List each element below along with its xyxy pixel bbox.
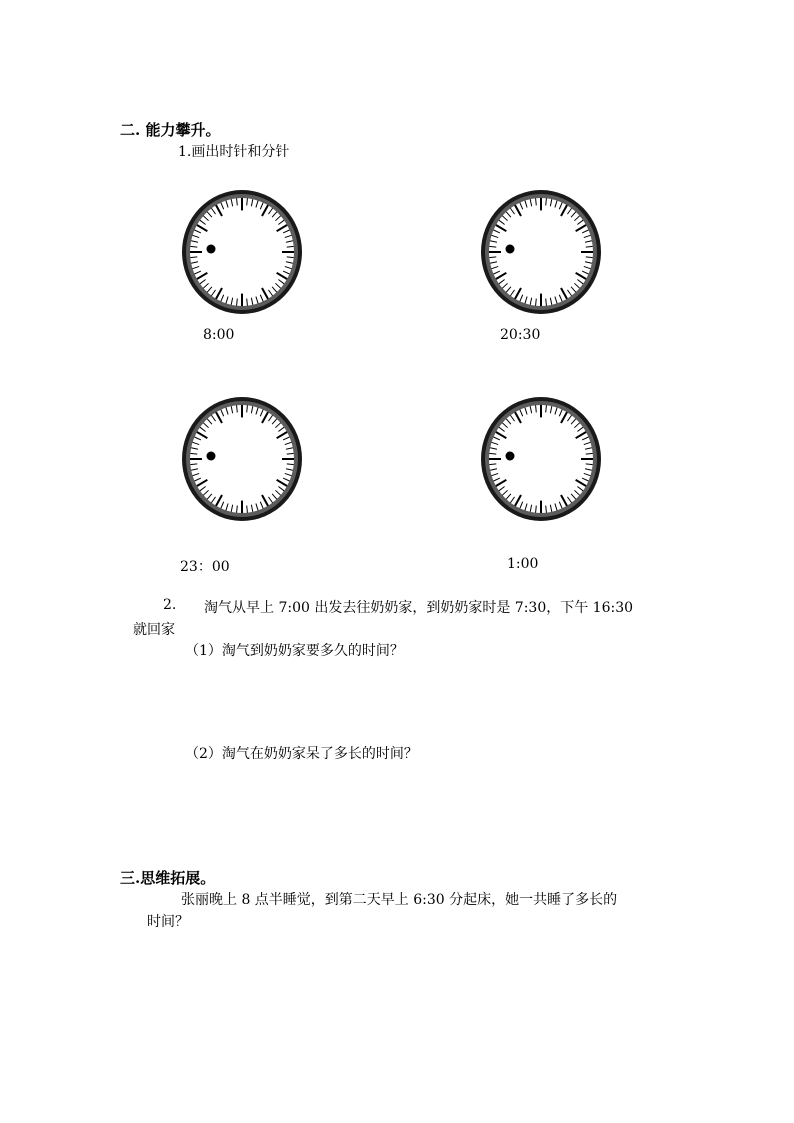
- question-2-number: 2.: [163, 597, 177, 613]
- section-3-text-line1: 张丽晚上 8 点半睡觉，到第二天早上 6:30 分起床，她一共睡了多长的: [181, 892, 618, 908]
- clock-face-4[interactable]: [479, 395, 603, 523]
- clock-2-time: 20:30: [500, 327, 541, 343]
- clock-face-1[interactable]: [180, 188, 304, 316]
- clock-4-time: 1:00: [507, 556, 539, 572]
- question-2-text-line2: 就回家: [133, 622, 175, 638]
- clock-face-3[interactable]: [180, 395, 304, 523]
- question-2-sub-2: （2）淘气在奶奶家呆了多长的时间？: [185, 746, 418, 762]
- blank-clock-icon: [479, 395, 603, 523]
- section-3-title: 三.思维拓展。: [120, 869, 216, 887]
- blank-clock-icon: [180, 395, 304, 523]
- clock-1-time: 8:00: [203, 327, 235, 343]
- question-2-text-line1: 淘气从早上 7:00 出发去往奶奶家，到奶奶家时是 7:30，下午 16:30: [204, 600, 634, 616]
- section-2-title: 二. 能力攀升。: [120, 121, 221, 139]
- question-2-sub-1: （1）淘气到奶奶家要多久的时间？: [185, 643, 404, 659]
- blank-clock-icon: [180, 188, 304, 316]
- clock-face-2[interactable]: [479, 188, 603, 316]
- blank-clock-icon: [479, 188, 603, 316]
- question-1-label: 1.画出时针和分针: [178, 144, 290, 160]
- section-3-text-line2: 时间？: [147, 914, 189, 930]
- clock-3-time: 23：00: [180, 559, 230, 575]
